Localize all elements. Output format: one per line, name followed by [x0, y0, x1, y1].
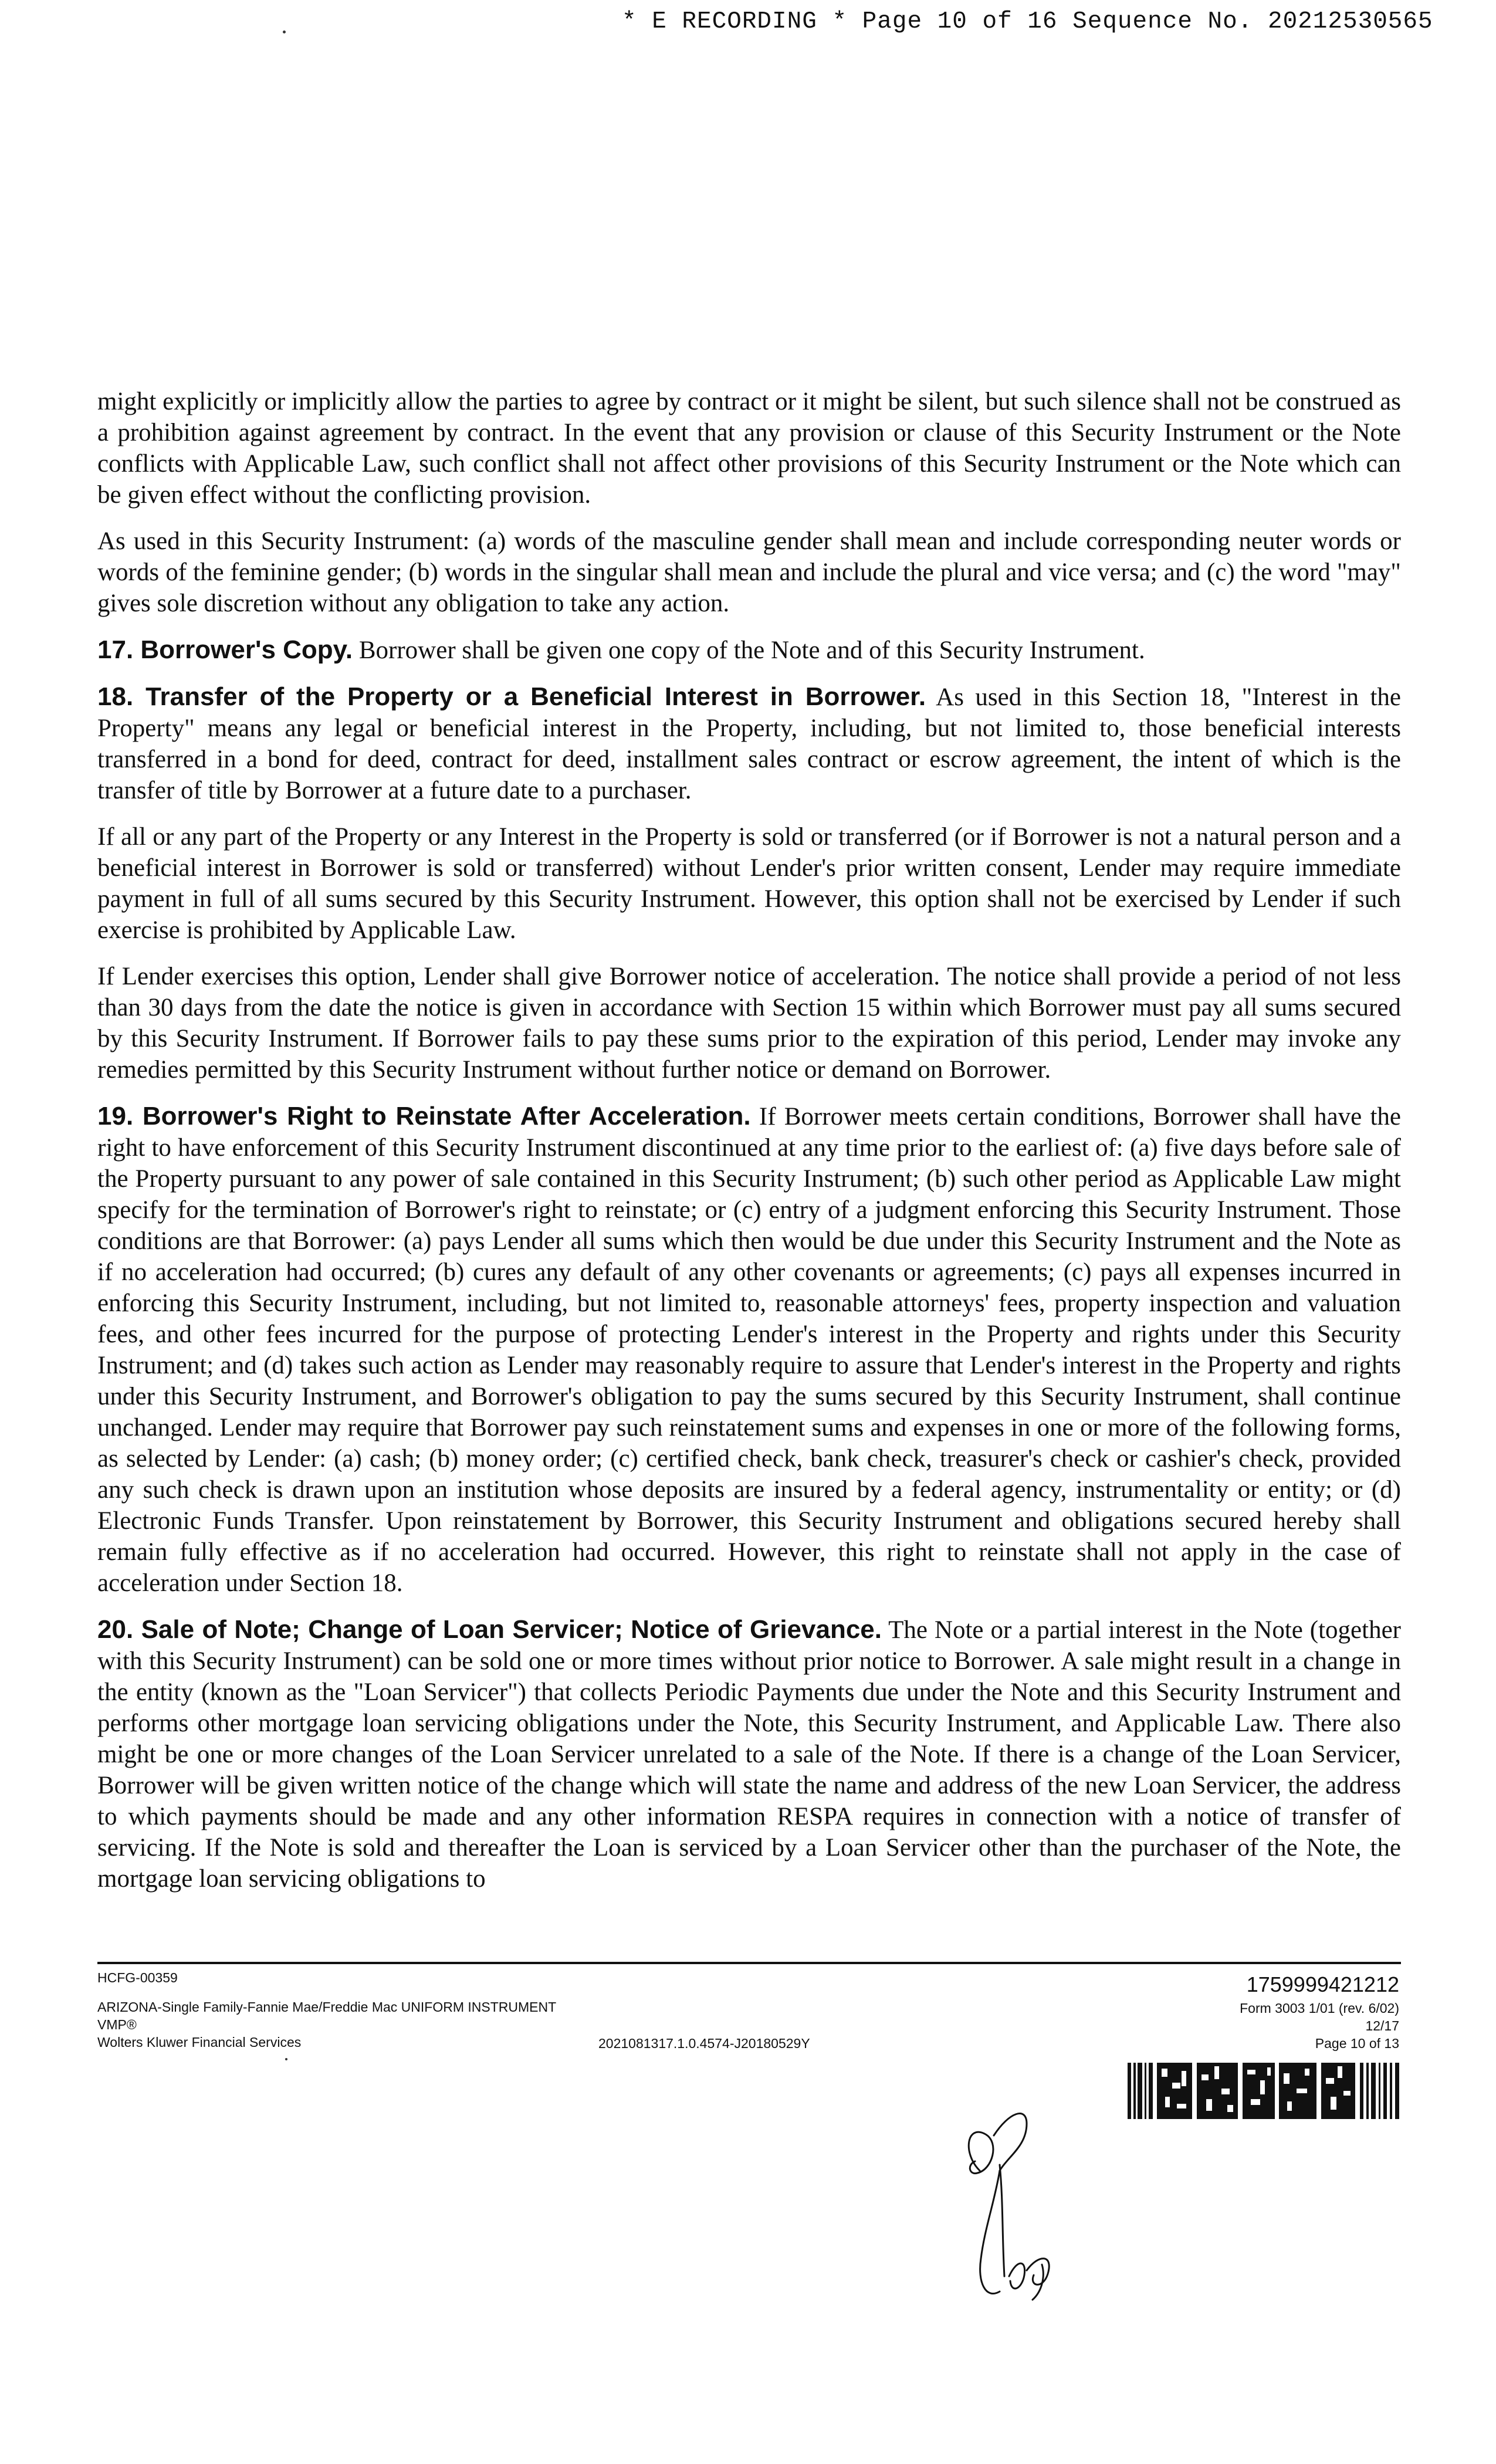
recording-header: * E RECORDING * Page 10 of 16 Sequence No. 20212530565	[622, 8, 1433, 35]
barcode	[1128, 2063, 1399, 2119]
form-code: HCFG-00359	[97, 1970, 178, 1985]
section-17	[97, 634, 1401, 666]
section-19-heading: 19. Borrower's Right to Reinstate After Acceleration.	[97, 1102, 751, 1131]
section-18-text: As used in this Section 18, "Interest in the Property" means any legal or beneficial interest in the Property, including, but not limited to, those beneficial interests transferred in a bond for deed, contract for deed, installment sales contract or escrow agreement, the intent of which is the transfer of title by Borrower at a future date to a purchaser.	[97, 683, 1401, 804]
section-17-text: Borrower shall be given one copy of the Note and of this Security Instrument.	[353, 637, 1145, 664]
scan-speck	[285, 2058, 287, 2060]
publisher: Wolters Kluwer Financial Services	[97, 2035, 302, 2050]
document-id: 2021081317.1.0.4574-J20180529Y	[598, 2036, 810, 2051]
paragraph-continued: might explicitly or implicitly allow the parties to agree by contract or it might be silent, but such silence shall not be construed as a prohibition against agreement by contract. In the event that any provision or clause of this Security Instrument or the Note conflicts with Applicable Law, such conflict shall not affect other provisions of this Security Instrument or the Note which can be given effect without the conflicting provision.	[97, 388, 1401, 509]
document-body	[97, 386, 1401, 1910]
section-17-heading: 17. Borrower's Copy.	[97, 635, 353, 664]
vmp-mark: VMP®	[97, 2017, 137, 2032]
loan-number: 1759999421212	[1246, 1972, 1399, 1996]
footer-divider	[97, 1962, 1401, 1964]
section-19-text: If Borrower meets certain conditions, Borrower shall have the right to have enforcement of this Security Instrument discontinued at any time prior to the earliest of: (a) five days before sale of the Property pursuant to any power of sale contained in this Security Instrument; (b) such other period as Applicable Law might specify for the termination of Borrower's right to reinstate; or (c) entry of a judgment enforcing this Security Instrument. Those conditions are that Borrower: (a) pays Lender all sums which then would be due under this Security Instrument and the Note as if no acceleration had occurred; (b) cures any default of any other covenants or agreements; (c) pays all expenses incurred in enforcing this Security Instrument, including, but not limited to, reasonable attorneys' fees, property inspection and valuation fees, and other fees incurred for the purpose of protecting Lender's interest in the Property and rights under this Security Instrument; and (d) takes such action as Lender may reasonably require to assure that Lender's interest in the Property and rights under this Security Instrument, and Borrower's obligation to pay the sums secured by this Security Instrument, shall continue unchanged. Lender may require that Borrower pay such reinstatement sums and expenses in one or more of the following forms, as selected by Lender: (a) cash; (b) money order; (c) certified check, bank check, treasurer's check or cashier's check, provided any such check is drawn upon an institution whose deposits are insured by a federal agency, instrumentality or entity; or (d) Electronic Funds Transfer. Upon reinstatement by Borrower, this Security Instrument and obligations secured hereby shall remain fully effective as if no acceleration had occurred. However, this right to reinstate shall not apply in the case of acceleration under Section 18.	[97, 1103, 1401, 1597]
section-20-text: The Note or a partial interest in the Note (together with this Security Instrument) can be sold one or more times without prior notice to Borrower. A sale might result in a change in the entity (known as the "Loan Servicer") that collects Periodic Payments due under the Note and this Security Instrument and performs other mortgage loan servicing obligations under the Note, this Security Instrument, and Applicable Law. There also might be one or more changes of the Loan Servicer unrelated to a sale of the Note. If there is a change of the Loan Servicer, Borrower will be given written notice of the change which will state the name and address of the new Loan Servicer, the address to which payments should be made and any other information RESPA requires in connection with a notice of transfer of servicing. If the Note is sold and thereafter the Loan is serviced by a Loan Servicer other than the purchaser of the Note, the mortgage loan servicing obligations to	[97, 1616, 1401, 1893]
section-19	[97, 1101, 1401, 1599]
section-18	[97, 681, 1401, 806]
section-18-heading: 18. Transfer of the Property or a Beneficial Interest in Borrower.	[97, 682, 926, 711]
footer-right	[1240, 1972, 1399, 2052]
borrower-signature	[939, 2100, 1132, 2311]
form-number: Form 3003 1/01 (rev. 6/02)	[1240, 2001, 1399, 2016]
section-20	[97, 1614, 1401, 1894]
paragraph-gender-usage: As used in this Security Instrument: (a) words of the masculine gender shall mean and include corresponding neuter words or words of the feminine gender; (b) words in the singular shall mean and include the plural and vice versa; and (c) the word "may" gives sole discretion without any obligation to take any action.	[97, 527, 1401, 617]
section-18-paragraph-3: If Lender exercises this option, Lender shall give Borrower notice of acceleration. The notice shall provide a period of not less than 30 days from the date the notice is given in accordance with Section 15 within which Borrower must pay all sums secured by this Security Instrument. If Borrower fails to pay these sums prior to the expiration of this period, Lender may invoke any remedies permitted by this Security Instrument without further notice or demand on Borrower.	[97, 963, 1401, 1084]
section-20-heading: 20. Sale of Note; Change of Loan Servicer; Notice of Grievance.	[97, 1615, 882, 1644]
scan-speck	[283, 31, 286, 33]
instrument-title: ARIZONA-Single Family-Fannie Mae/Freddie Mac UNIFORM INSTRUMENT	[97, 1999, 557, 2015]
page-number: Page 10 of 13	[1315, 2036, 1399, 2051]
revision-date: 12/17	[1365, 2018, 1399, 2033]
section-18-paragraph-2: If all or any part of the Property or any Interest in the Property is sold or transferred (or if Borrower is not a natural person and a beneficial interest in Borrower is sold or transferred) without Lender's prior written consent, Lender may require immediate payment in full of all sums secured by this Security Instrument. However, this option shall not be exercised by Lender if such exercise is prohibited by Applicable Law.	[97, 823, 1401, 944]
footer-left	[97, 1969, 556, 2051]
